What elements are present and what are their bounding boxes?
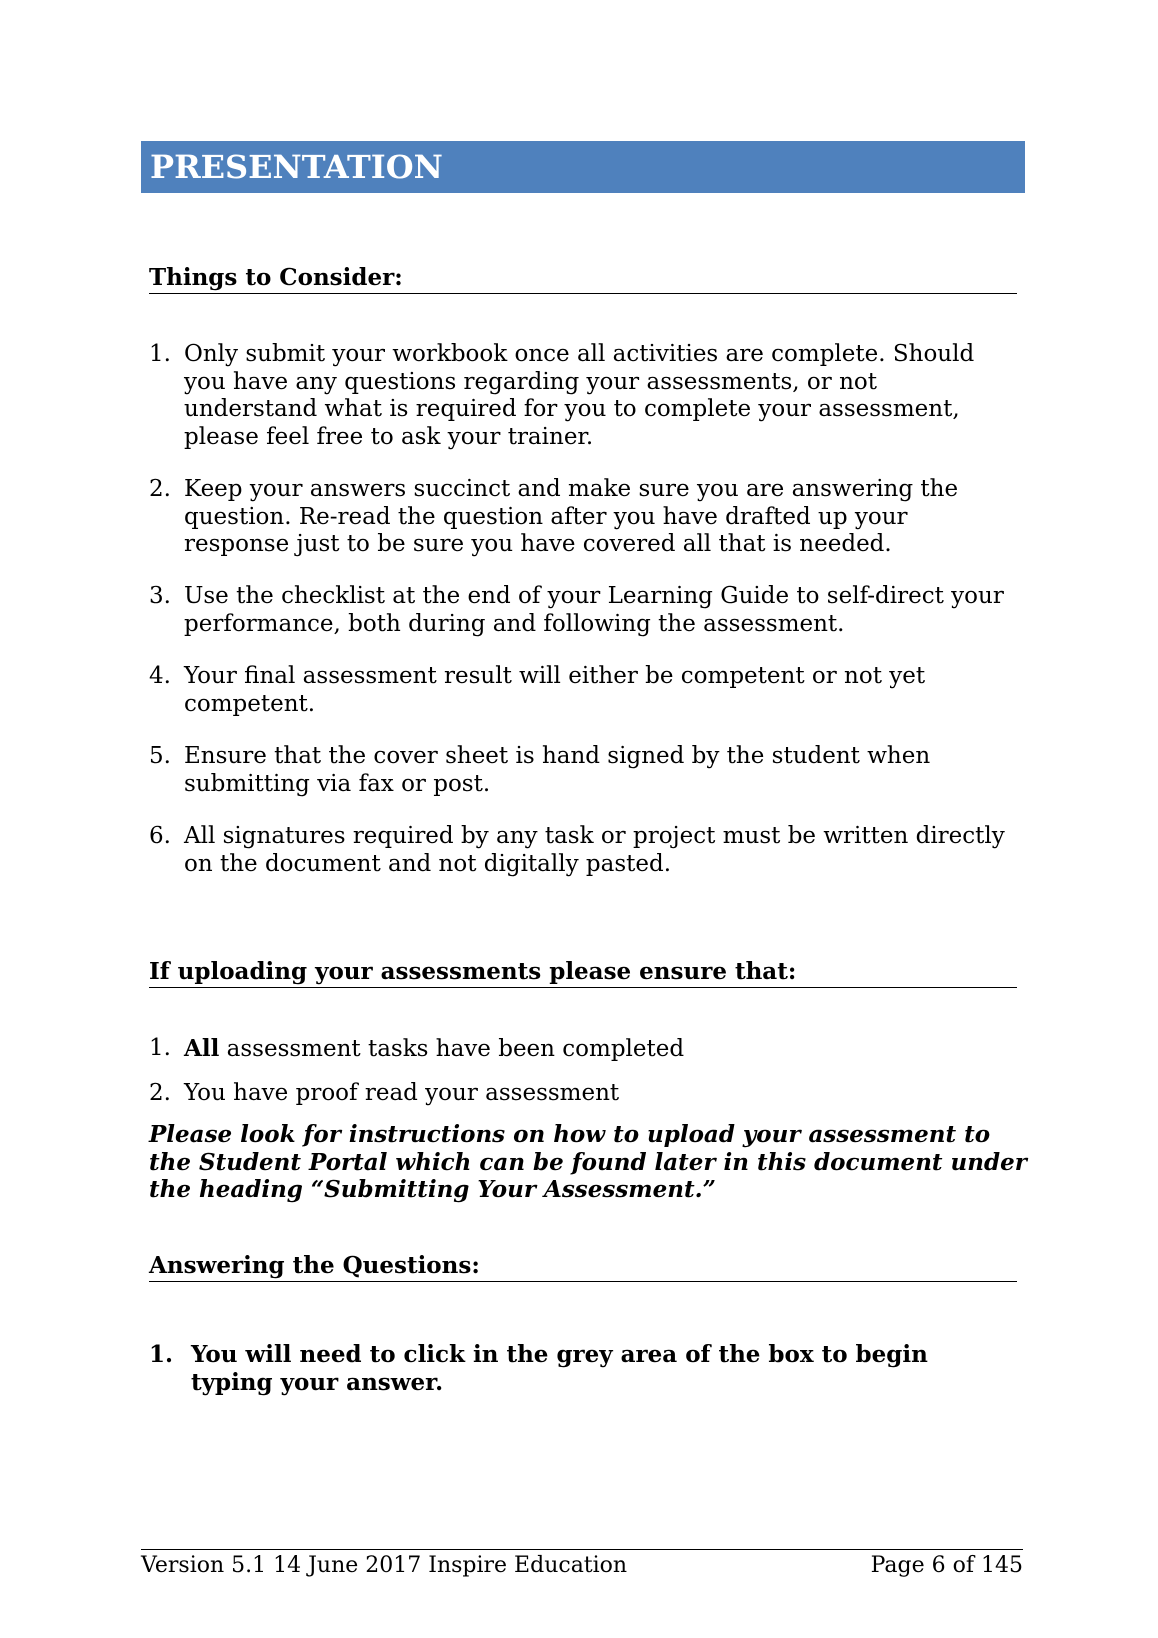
list-item: 1. You will need to click in the grey area of the box to begin typing your answer. [149, 1341, 928, 1396]
list-item: 4. Your final assessment result will either be competent or not yet competent. [149, 663, 926, 717]
upload-instructions-note: Please look for instructions on how to upload your assessment to the Student Portal which can be found later in this document under the heading “Submitting Your Assessment.” [149, 1121, 1027, 1203]
consider-list [149, 341, 1009, 878]
list-item: 2. You have proof read your assessment [149, 1079, 620, 1106]
footer-version: Version 5.1 14 June 2017 Inspire Education [141, 1553, 628, 1578]
list-item: 6. All signatures required by any task or project must be written directly on the document and not digitally pasted. [149, 823, 1005, 877]
page-footer [141, 1549, 1023, 1580]
list-item: 2. Keep your answers succinct and make sure you are answering the question. Re-read the question after you have drafted up your response just to be sure you have covered all that is needed. [149, 476, 959, 557]
list-item: 1. Only submit your workbook once all activities are complete. Should you have any questions regarding your assessments, or not understand what is required for you to complete your assessment, please feel free to ask your trainer. [149, 341, 975, 450]
things-to-consider-heading: Things to Consider: [149, 264, 1017, 294]
footer-page-number: Page 6 of 145 [870, 1553, 1023, 1578]
list-item: 5. Ensure that the cover sheet is hand signed by the student when submitting via fax or post. [149, 743, 931, 797]
list-item: 1. All assessment tasks have been completed [149, 1035, 685, 1062]
section-banner: PRESENTATION [141, 141, 1025, 193]
uploading-list [149, 1035, 1009, 1107]
answering-heading: Answering the Questions: [149, 1252, 1017, 1282]
list-item: 3. Use the checklist at the end of your Learning Guide to self-direct your performance, both during and following the assessment. [149, 583, 1004, 637]
answering-list [149, 1341, 1009, 1396]
uploading-heading: If uploading your assessments please ensure that: [149, 958, 1017, 988]
